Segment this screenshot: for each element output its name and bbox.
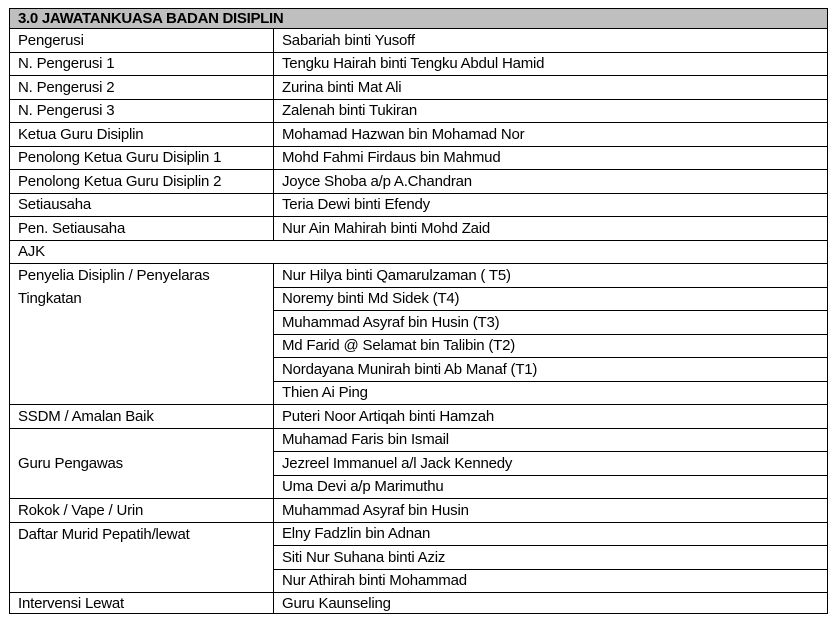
name-cell: Thien Ai Ping: [274, 381, 828, 405]
name-cell: Joyce Shoba a/p A.Chandran: [274, 170, 828, 194]
table-row: [10, 264, 828, 288]
name-cell: Nordayana Munirah binti Ab Manaf (T1): [274, 358, 828, 382]
role-cell: N. Pengerusi 2: [10, 76, 274, 100]
name-cell: Guru Kaunseling: [274, 593, 828, 614]
role-cell-penyelia: Penyelia Disiplin / Penyelaras Tingkatan: [10, 264, 274, 405]
name-cell: Siti Nur Suhana binti Aziz: [274, 546, 828, 570]
table-row: [10, 217, 828, 241]
ajk-header-row: [10, 240, 828, 264]
table-row: [10, 99, 828, 123]
section-title: 3.0 JAWATANKUASA BADAN DISIPLIN: [10, 9, 828, 29]
table-row: [10, 499, 828, 523]
section-title-row: [10, 9, 828, 29]
name-cell: Noremy binti Md Sidek (T4): [274, 287, 828, 311]
name-cell: Elny Fadzlin bin Adnan: [274, 522, 828, 546]
role-cell: Pen. Setiausaha: [10, 217, 274, 241]
table-row: [10, 123, 828, 147]
role-cell: N. Pengerusi 1: [10, 52, 274, 76]
role-cell: Penolong Ketua Guru Disiplin 1: [10, 146, 274, 170]
role-cell-ssdm: SSDM / Amalan Baik: [10, 405, 274, 429]
name-cell: Tengku Hairah binti Tengku Abdul Hamid: [274, 52, 828, 76]
role-cell: Pengerusi: [10, 29, 274, 53]
role-cell: Ketua Guru Disiplin: [10, 123, 274, 147]
name-cell: Uma Devi a/p Marimuthu: [274, 475, 828, 499]
table-row: [10, 193, 828, 217]
table-row: [10, 52, 828, 76]
name-cell: Nur Ain Mahirah binti Mohd Zaid: [274, 217, 828, 241]
committee-table: [9, 8, 828, 614]
name-cell: Mohamad Hazwan bin Mohamad Nor: [274, 123, 828, 147]
role-cell-rokok: Rokok / Vape / Urin: [10, 499, 274, 523]
role-cell: Setiausaha: [10, 193, 274, 217]
name-cell: Teria Dewi binti Efendy: [274, 193, 828, 217]
name-cell: Puteri Noor Artiqah binti Hamzah: [274, 405, 828, 429]
name-cell: Sabariah binti Yusoff: [274, 29, 828, 53]
role-cell: Penolong Ketua Guru Disiplin 2: [10, 170, 274, 194]
table-row: [10, 170, 828, 194]
role-cell-daftar: Daftar Murid Pepatih/lewat: [10, 522, 274, 593]
table-row: [10, 522, 828, 546]
name-cell: Zalenah binti Tukiran: [274, 99, 828, 123]
name-cell: Muhammad Asyraf bin Husin: [274, 499, 828, 523]
role-cell: N. Pengerusi 3: [10, 99, 274, 123]
table-row: [10, 593, 828, 614]
name-cell: Nur Hilya binti Qamarulzaman ( T5): [274, 264, 828, 288]
name-cell: Muhamad Faris bin Ismail: [274, 428, 828, 452]
table-row: [10, 29, 828, 53]
name-cell: Zurina binti Mat Ali: [274, 76, 828, 100]
name-cell: Nur Athirah binti Mohammad: [274, 569, 828, 593]
role-cell-pengawas: Guru Pengawas: [10, 428, 274, 499]
name-cell: Md Farid @ Selamat bin Talibin (T2): [274, 334, 828, 358]
name-cell: Mohd Fahmi Firdaus bin Mahmud: [274, 146, 828, 170]
name-cell: Jezreel Immanuel a/l Jack Kennedy: [274, 452, 828, 476]
ajk-label: AJK: [10, 240, 828, 264]
table-row: [10, 405, 828, 429]
table-row: [10, 76, 828, 100]
role-cell-intervensi: Intervensi Lewat: [10, 593, 274, 614]
table-row: [10, 428, 828, 452]
name-cell: Muhammad Asyraf bin Husin (T3): [274, 311, 828, 335]
table-row: [10, 146, 828, 170]
